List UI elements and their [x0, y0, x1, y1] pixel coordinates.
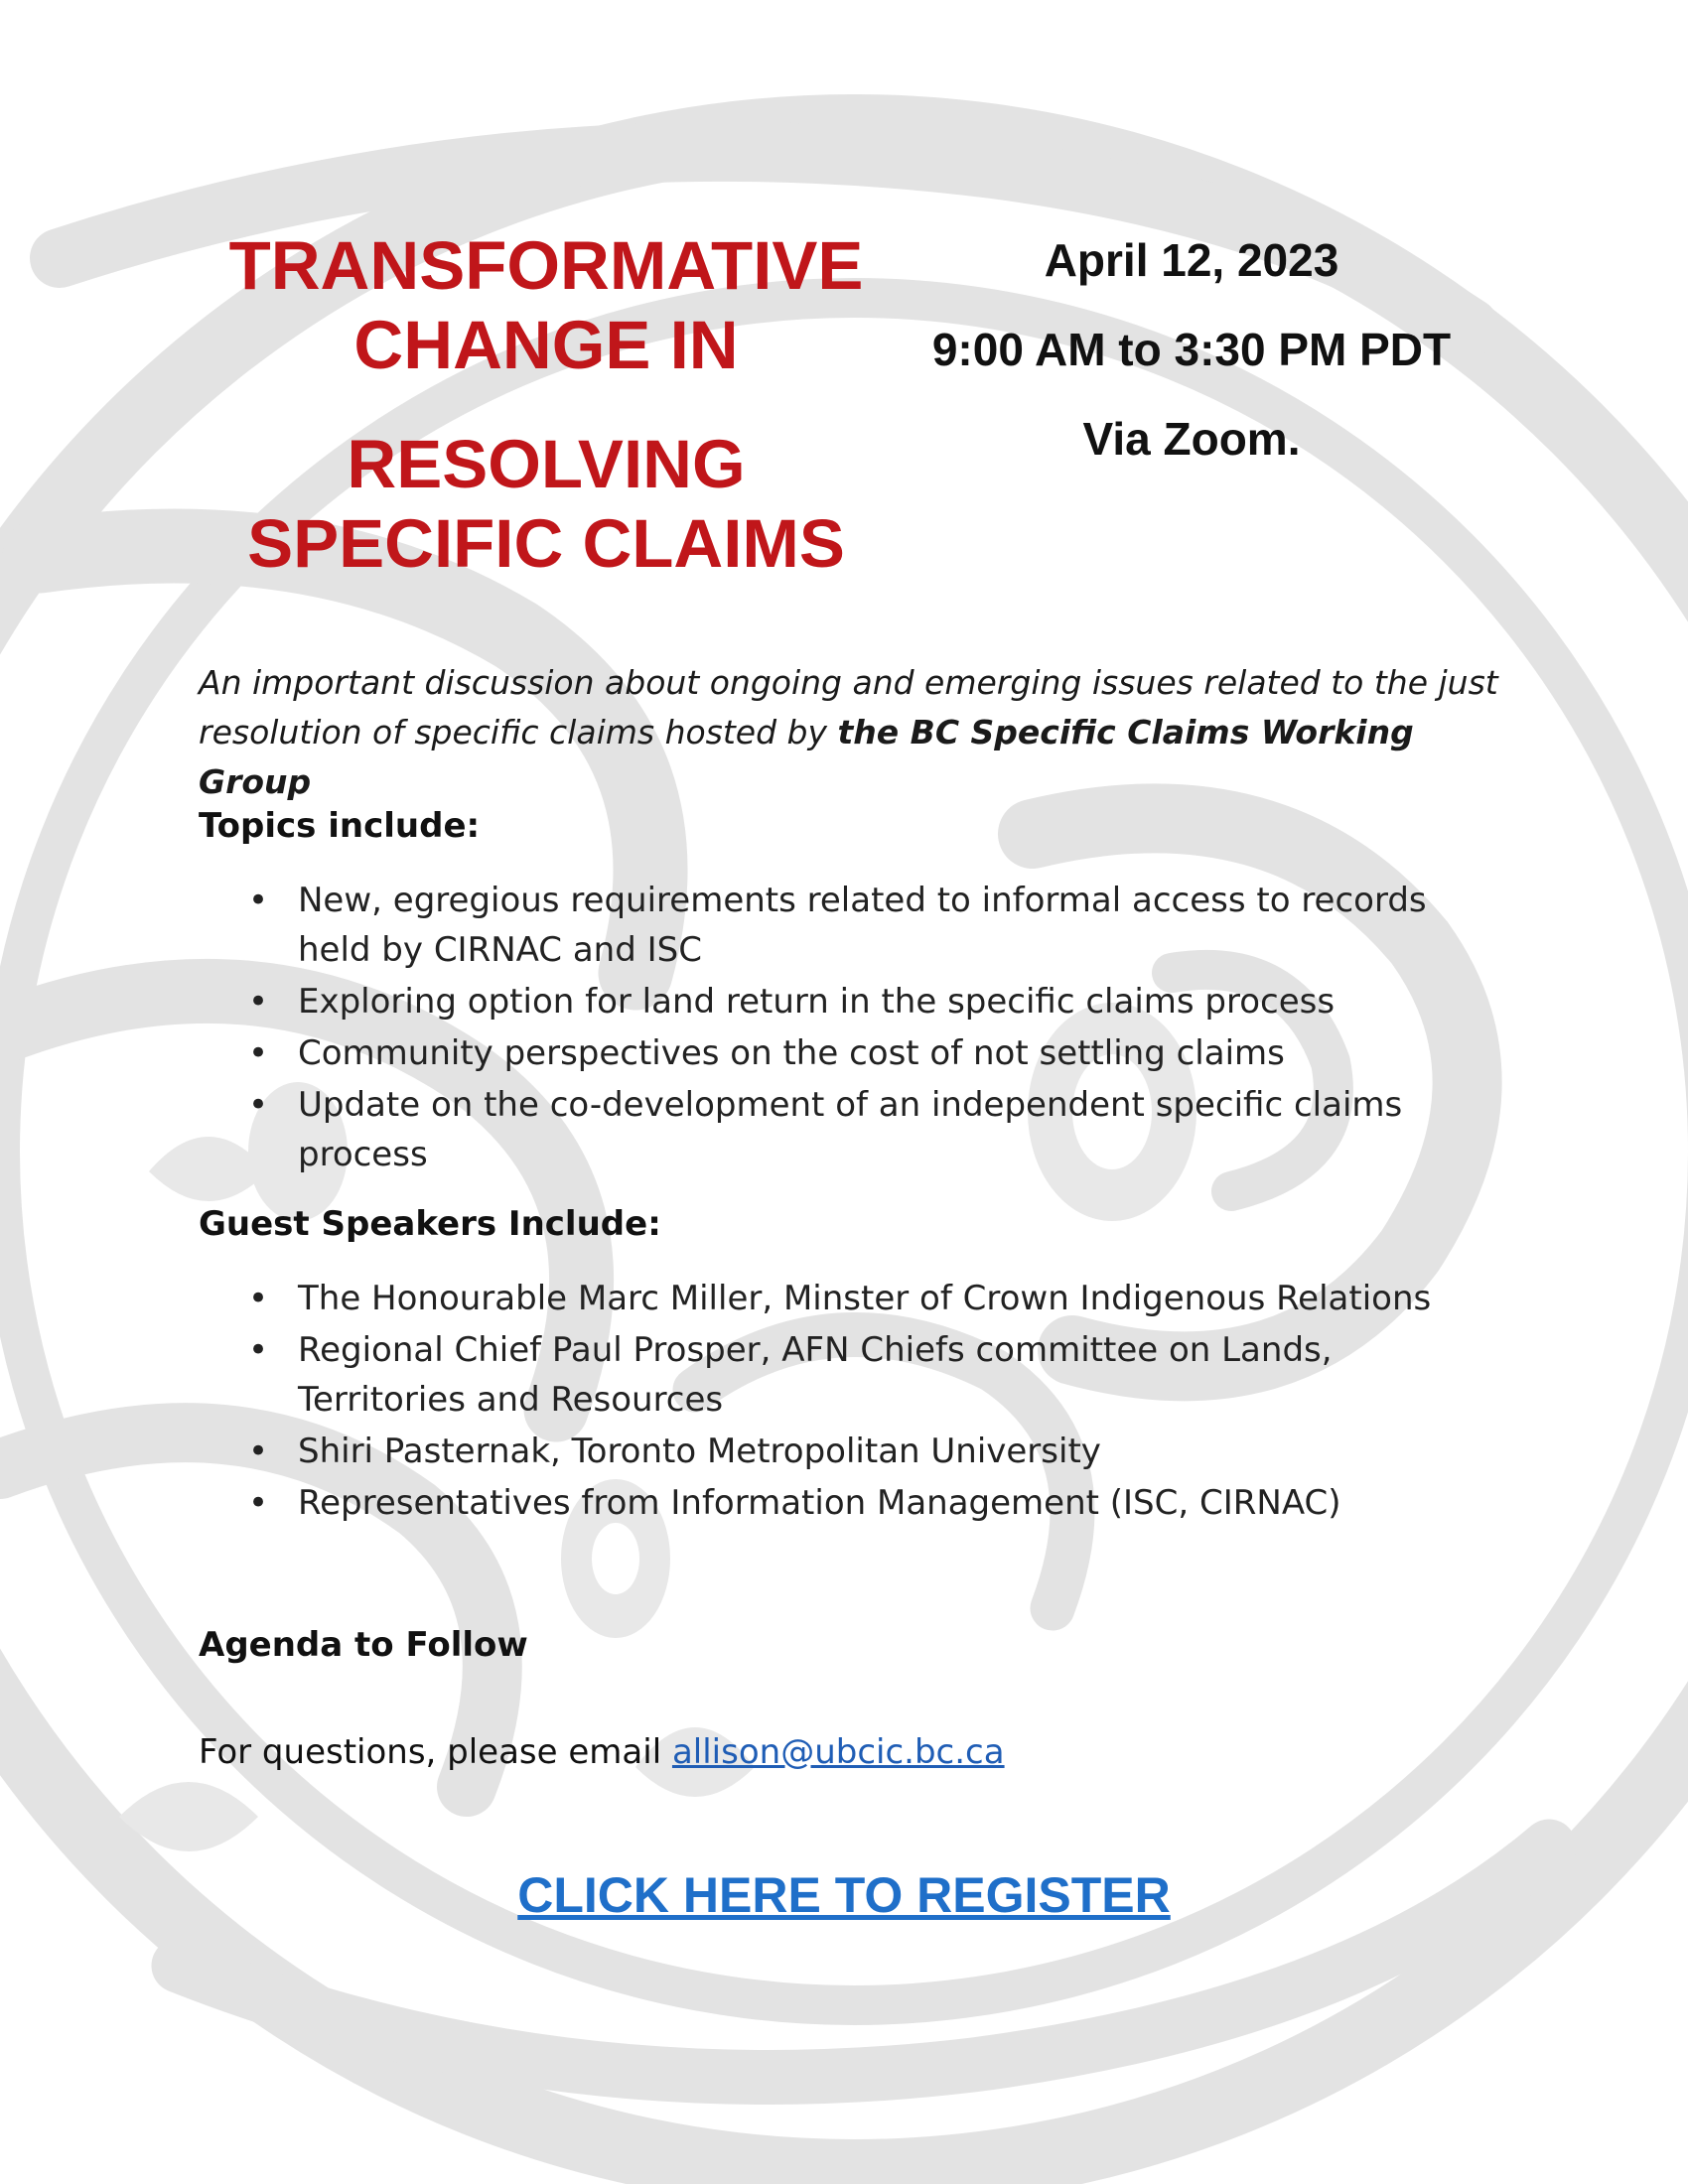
title-line-4: SPECIFIC CLAIMS	[247, 505, 845, 582]
contact-email-link[interactable]: allison@ubcic.bc.ca	[671, 1732, 1005, 1772]
list-item: • Community perspectives on the cost of not settling claims	[248, 1028, 1499, 1078]
contact-prefix: For questions, please email	[199, 1732, 672, 1772]
speakers-heading: Guest Speakers Include:	[199, 1204, 661, 1244]
list-item: • The Honourable Marc Miller, Minster of Crown Indigenous Relations	[248, 1274, 1499, 1323]
topics-heading: Topics include:	[199, 806, 481, 846]
event-details	[899, 230, 1484, 498]
title-line-1: TRANSFORMATIVE	[228, 227, 864, 304]
title-line-3: RESOLVING	[347, 426, 746, 502]
event-time: 9:00 AM to 3:30 PM PDT	[931, 324, 1452, 375]
speakers-list	[248, 1274, 1499, 1530]
list-item: • New, egregious requirements related to informal access to records held by CIRNAC and ISC	[248, 876, 1499, 975]
topics-list	[248, 876, 1499, 1181]
contact-line	[199, 1732, 1005, 1772]
list-item: • Update on the co-development of an independent specific claims process	[248, 1080, 1499, 1179]
list-item: • Shiri Pasternak, Toronto Metropolitan University	[248, 1427, 1499, 1476]
list-item: • Regional Chief Paul Prosper, AFN Chiefs committee on Lands, Territories and Resources	[248, 1325, 1499, 1425]
event-title	[179, 226, 914, 584]
register-section	[0, 1866, 1688, 1924]
register-link[interactable]: CLICK HERE TO REGISTER	[517, 1867, 1171, 1923]
intro-host: the BC Specific Claims Working Group	[199, 713, 1414, 801]
event-date: April 12, 2023	[1044, 234, 1339, 286]
list-item: • Exploring option for land return in the specific claims process	[248, 977, 1499, 1026]
title-line-2: CHANGE IN	[353, 307, 739, 383]
event-location: Via Zoom.	[1082, 413, 1301, 465]
agenda-note: Agenda to Follow	[199, 1625, 528, 1665]
intro-text: An important discussion about ongoing and emerging issues related to the just resolution of specific claims hosted by	[199, 663, 1498, 751]
list-item: • Representatives from Information Management (ISC, CIRNAC)	[248, 1478, 1499, 1528]
intro-paragraph	[199, 658, 1529, 807]
